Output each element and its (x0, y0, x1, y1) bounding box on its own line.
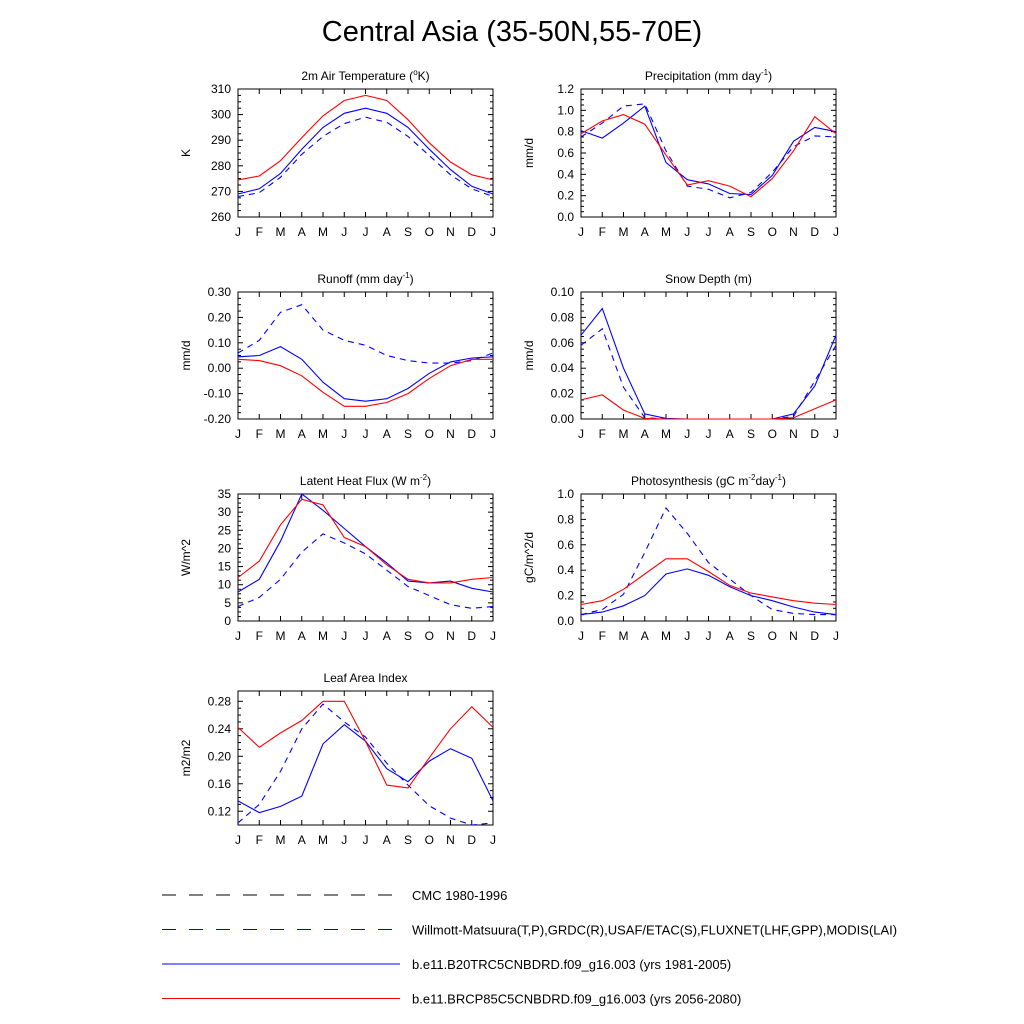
y-tick-label: 10 (217, 577, 231, 592)
x-tick-label: N (446, 427, 455, 441)
x-tick-label: M (661, 427, 671, 441)
x-tick-label: S (746, 629, 756, 643)
y-tick-label: 1.0 (557, 487, 574, 501)
y-tick-label: -0.10 (203, 386, 231, 401)
x-tick-label: A (640, 225, 649, 239)
y-tick-label: 0.30 (207, 285, 231, 299)
y-tick-label: 0.8 (557, 124, 574, 139)
x-tick-label: J (341, 225, 348, 239)
x-tick-label: D (467, 225, 477, 239)
y-axis-label: mm/d (522, 340, 536, 371)
x-tick-label: J (235, 427, 241, 441)
x-tick-label: M (661, 225, 671, 239)
x-tick-label: A (382, 225, 391, 239)
x-tick-label: A (382, 427, 391, 441)
x-tick-label: S (403, 833, 413, 847)
x-tick-label: S (746, 427, 756, 441)
x-tick-label: J (341, 833, 348, 847)
x-tick-label: J (235, 833, 241, 847)
y-tick-label: 270 (210, 184, 231, 199)
x-tick-label: A (640, 629, 649, 643)
x-tick-label: S (403, 427, 413, 441)
legend-label-3: b.e11.B20TRC5CNBDRD.f09_g16.003 (yrs 1981-2005) (412, 957, 732, 972)
x-tick-label: O (424, 225, 434, 239)
x-tick-label: J (490, 427, 496, 441)
y-tick-label: 290 (210, 133, 231, 148)
x-tick-label: J (684, 629, 691, 643)
x-tick-label: J (833, 427, 839, 441)
y-tick-label: -0.20 (203, 412, 231, 426)
x-tick-label: F (255, 629, 263, 643)
x-tick-label: M (318, 225, 328, 239)
x-tick-label: J (235, 225, 241, 239)
x-tick-label: S (403, 629, 413, 643)
y-tick-label: 0.10 (550, 285, 574, 299)
x-tick-label: A (725, 629, 734, 643)
x-tick-label: J (362, 427, 369, 441)
y-tick-label: 280 (210, 158, 231, 173)
y-tick-label: 0.4 (557, 563, 574, 578)
y-tick-label: 260 (210, 210, 231, 224)
x-tick-label: N (789, 225, 798, 239)
x-tick-label: F (598, 225, 606, 239)
x-tick-label: J (684, 225, 691, 239)
y-tick-label: 35 (217, 487, 231, 501)
y-tick-label: 0 (224, 614, 231, 628)
x-tick-label: O (767, 629, 777, 643)
x-tick-label: J (341, 427, 348, 441)
x-tick-label: A (297, 629, 306, 643)
x-tick-label: J (578, 629, 584, 643)
x-tick-label: J (684, 427, 691, 441)
x-tick-label: A (297, 833, 306, 847)
x-tick-label: N (446, 833, 455, 847)
y-tick-label: 0.2 (557, 188, 574, 203)
y-tick-label: 20 (217, 541, 231, 556)
y-tick-label: 0.4 (557, 167, 574, 182)
y-axis-label: mm/d (522, 138, 536, 168)
x-tick-label: J (235, 629, 241, 643)
y-axis-label: gC/m^2/d (522, 532, 536, 583)
x-tick-label: F (598, 629, 606, 643)
x-tick-label: M (618, 629, 629, 643)
panel-title: Runoff (mm day$^{-1}$) (317, 271, 414, 286)
x-tick-label: N (446, 225, 455, 239)
y-tick-label: 25 (217, 523, 231, 538)
x-tick-label: M (275, 833, 286, 847)
x-tick-label: O (767, 225, 777, 239)
x-tick-label: J (705, 427, 712, 441)
y-tick-label: 0.20 (207, 749, 231, 764)
y-tick-label: 5 (224, 595, 231, 610)
x-tick-label: N (789, 427, 798, 441)
x-tick-label: J (341, 629, 348, 643)
x-tick-label: N (446, 629, 455, 643)
y-tick-label: 0.00 (207, 361, 231, 376)
x-tick-label: O (424, 629, 434, 643)
y-axis-label: K (179, 148, 193, 158)
panel-title: Latent Heat Flux (W $m^{-2}$) (299, 473, 432, 488)
x-tick-label: O (424, 833, 434, 847)
y-tick-label: 1.2 (557, 82, 574, 96)
x-tick-label: A (725, 427, 734, 441)
x-tick-label: S (746, 225, 756, 239)
x-tick-label: M (618, 427, 629, 441)
x-tick-label: A (297, 225, 306, 239)
x-tick-label: O (424, 427, 434, 441)
y-axis-label: m2/m2 (179, 739, 193, 777)
y-tick-label: 0.02 (550, 386, 574, 401)
legend-label-1: CMC 1980-1996 (412, 888, 508, 903)
y-tick-label: 0.6 (557, 146, 574, 160)
y-tick-label: 0.12 (207, 804, 231, 819)
x-tick-label: J (578, 427, 584, 441)
x-tick-label: M (275, 225, 286, 239)
x-tick-label: J (490, 225, 496, 239)
x-tick-label: J (490, 629, 496, 643)
y-tick-label: 0.08 (550, 310, 574, 325)
x-tick-label: F (598, 427, 606, 441)
x-tick-label: A (640, 427, 649, 441)
y-tick-label: 300 (210, 107, 231, 122)
y-tick-label: 30 (217, 505, 231, 520)
legend-label-4: b.e11.BRCP85C5CNBDRD.f09_g16.003 (yrs 2056-2080) (412, 991, 742, 1007)
x-tick-label: J (578, 225, 584, 239)
x-tick-label: D (810, 225, 820, 239)
y-tick-label: 0.16 (207, 776, 231, 791)
x-tick-label: J (490, 833, 496, 847)
x-tick-label: F (255, 427, 263, 441)
x-tick-label: F (255, 225, 263, 239)
x-tick-label: O (767, 427, 777, 441)
x-tick-label: M (661, 629, 671, 643)
y-tick-label: 15 (217, 559, 231, 574)
x-tick-label: J (833, 225, 839, 239)
y-axis-label: mm/d (179, 340, 193, 371)
x-tick-label: A (382, 833, 391, 847)
x-tick-label: J (705, 629, 712, 643)
y-tick-label: 0.00 (550, 412, 574, 426)
x-tick-label: J (362, 225, 369, 239)
y-tick-label: 0.24 (207, 721, 231, 736)
y-tick-label: 0.6 (557, 537, 574, 552)
y-tick-label: 0.20 (207, 310, 231, 325)
panel-title: Precipitation (mm day$^{-1}$) (644, 68, 773, 83)
x-tick-label: J (362, 629, 369, 643)
x-tick-label: A (382, 629, 391, 643)
y-tick-label: 0.0 (557, 210, 574, 224)
panel-title: Leaf Area Index (323, 671, 408, 685)
x-tick-label: M (618, 225, 629, 239)
panel-title: 2m Air Temperature ($^o$K) (301, 68, 430, 83)
y-tick-label: 0.06 (550, 335, 574, 350)
panel-title: Snow Depth (m) (665, 272, 752, 286)
y-tick-label: 1.0 (557, 103, 574, 118)
x-tick-label: J (362, 833, 369, 847)
x-tick-label: A (297, 427, 306, 441)
x-tick-label: M (275, 427, 286, 441)
y-tick-label: 310 (210, 82, 231, 96)
x-tick-label: J (833, 629, 839, 643)
x-tick-label: F (255, 833, 263, 847)
page-title: Central Asia (35-50N,55-70E) (321, 16, 703, 48)
x-tick-label: M (318, 833, 328, 847)
x-tick-label: D (467, 427, 477, 441)
x-tick-label: D (467, 629, 477, 643)
panel-title: Photosynthesis (gC $m^{-2}day^{-1}$) (631, 473, 786, 488)
x-tick-label: J (705, 225, 712, 239)
x-tick-label: D (810, 427, 820, 441)
x-tick-label: M (275, 629, 286, 643)
y-tick-label: 0.0 (557, 614, 574, 628)
x-tick-label: D (467, 833, 477, 847)
x-tick-label: M (318, 629, 328, 643)
y-tick-label: 0.8 (557, 512, 574, 527)
y-tick-label: 0.04 (550, 361, 574, 376)
legend-label-2: Willmott-Matsuura(T,P),GRDC(R),USAF/ETAC(S),FLUXNET(LHF,GPP),MODIS(LAI) (412, 922, 898, 938)
y-axis-label: W/m^2 (179, 539, 193, 576)
y-tick-label: 0.2 (557, 588, 574, 603)
y-tick-label: 0.28 (207, 694, 231, 709)
x-tick-label: M (318, 427, 328, 441)
x-tick-label: D (810, 629, 820, 643)
x-tick-label: A (725, 225, 734, 239)
x-tick-label: N (789, 629, 798, 643)
x-tick-label: S (403, 225, 413, 239)
y-tick-label: 0.10 (207, 335, 231, 350)
